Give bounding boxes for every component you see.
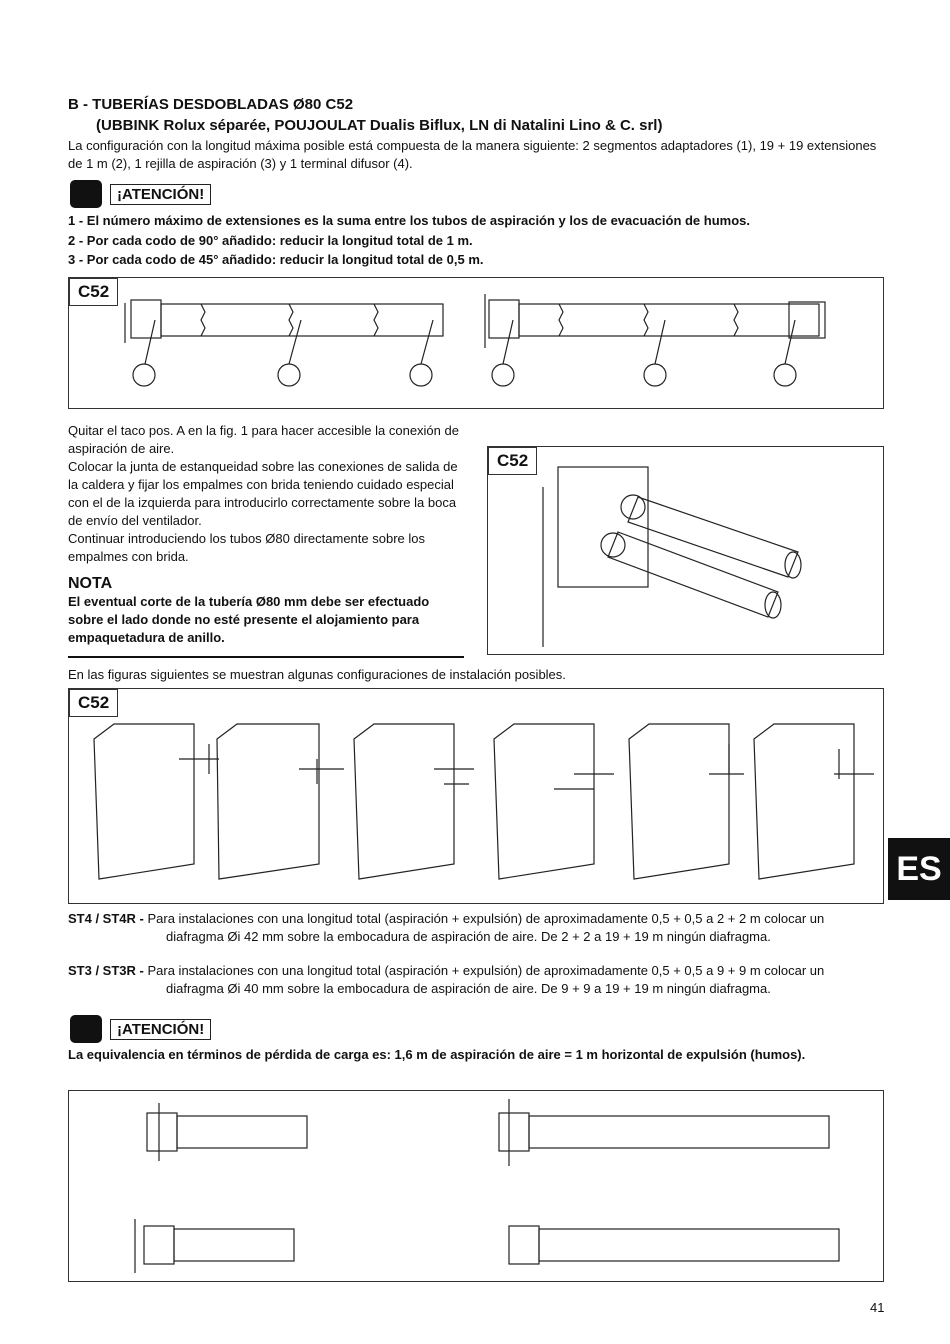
note-st4: [68, 910, 883, 946]
instruction-1: Quitar el taco pos. A en la fig. 1 para hacer accesible la conexión de aspiración de aire.: [68, 423, 459, 456]
section-subtitle: (UBBINK Rolux séparée, POUJOULAT Dualis Biflux, LN di Natalini Lino & C. srl): [96, 117, 663, 134]
pipe-diagram: [69, 278, 883, 408]
attention-1-item-2: 2 - Por cada codo de 90° añadido: reducir la longitud total de 1 m.: [68, 233, 473, 248]
note-st3: [68, 962, 883, 998]
note-st3-code: ST3 / ST3R -: [68, 963, 144, 978]
attention-notice-1: [70, 180, 211, 208]
note-st4-text: Para instalaciones con una longitud total (aspiración + expulsión) de aproximadamente 0,5 + 0,5 a 2 + 2 m colocar un diafragma Øi 42 mm sobre la embocadura de aspiración de aire. De 2 + 2 a 19 + 19 m ningún diafragma.: [147, 911, 825, 944]
attention-label: ¡ATENCIÓN!: [110, 1019, 211, 1040]
pipe-components-diagram: [69, 1091, 883, 1281]
nota-text: El eventual corte de la tubería Ø80 mm debe ser efectuado sobre el lado donde no esté presente el alojamiento para empaquetadura de anillo.: [68, 594, 430, 645]
hand-stop-icon: [70, 180, 102, 208]
attention-2-text: La equivalencia en términos de pérdida de carga es: 1,6 m de aspiración de aire = 1 m horizontal de expulsión (humos).: [68, 1047, 806, 1062]
figure-installation-configs: [68, 688, 884, 904]
nota-title: NOTA: [68, 575, 113, 592]
intro-paragraph: La configuración con la longitud máxima posible está compuesta de la manera siguiente: 2 segmentos adaptadores (1), 19 + 19 extensiones de 1 m (2), 1 rejilla de aspiración (3) y 1 terminal difusor (4).: [68, 138, 877, 171]
divider: [68, 656, 464, 658]
attention-notice-2: [70, 1015, 211, 1043]
section-title: B - TUBERÍAS DESDOBLADAS Ø80 C52: [68, 96, 354, 113]
language-tab: ES: [888, 838, 950, 900]
figure-tag: C52: [69, 689, 118, 717]
figure-pipe-configuration: [68, 277, 884, 409]
attention-label: ¡ATENCIÓN!: [110, 184, 211, 205]
configs-intro: En las figuras siguientes se muestran algunas configuraciones de instalación posibles.: [68, 667, 566, 682]
hand-stop-icon: [70, 1015, 102, 1043]
connection-diagram: [488, 447, 883, 654]
page-number: 41: [870, 1300, 885, 1315]
note-st4-code: ST4 / ST4R -: [68, 911, 144, 926]
figure-tag: C52: [488, 447, 537, 475]
figure-flange-connection: [487, 446, 884, 655]
attention-1-item-1: 1 - El número máximo de extensiones es la suma entre los tubos de aspiración y los de evacuación de humos.: [68, 213, 750, 228]
figure-pipe-components: [68, 1090, 884, 1282]
figure-tag: C52: [69, 278, 118, 306]
instruction-3: Continuar introduciendo los tubos Ø80 directamente sobre los empalmes con brida.: [68, 531, 425, 564]
instruction-2: Colocar la junta de estanqueidad sobre las conexiones de salida de la caldera y fijar los empalmes con brida teniendo cuidado especial con el de la izquierda para introducirlo correctamente sobre la boca de envío del ventilador.: [68, 459, 458, 528]
note-st3-text: Para instalaciones con una longitud total (aspiración + expulsión) de aproximadamente 0,5 + 0,5 a 9 + 9 m colocar un diafragma Øi 40 mm sobre la embocadura de aspiración de aire. De 9 + 9 a 19 + 19 m ningún diafragma.: [147, 963, 825, 996]
instructions: [68, 422, 464, 566]
attention-1-item-3: 3 - Por cada codo de 45° añadido: reducir la longitud total de 0,5 m.: [68, 252, 484, 267]
boiler-configs-diagram: [69, 689, 883, 903]
